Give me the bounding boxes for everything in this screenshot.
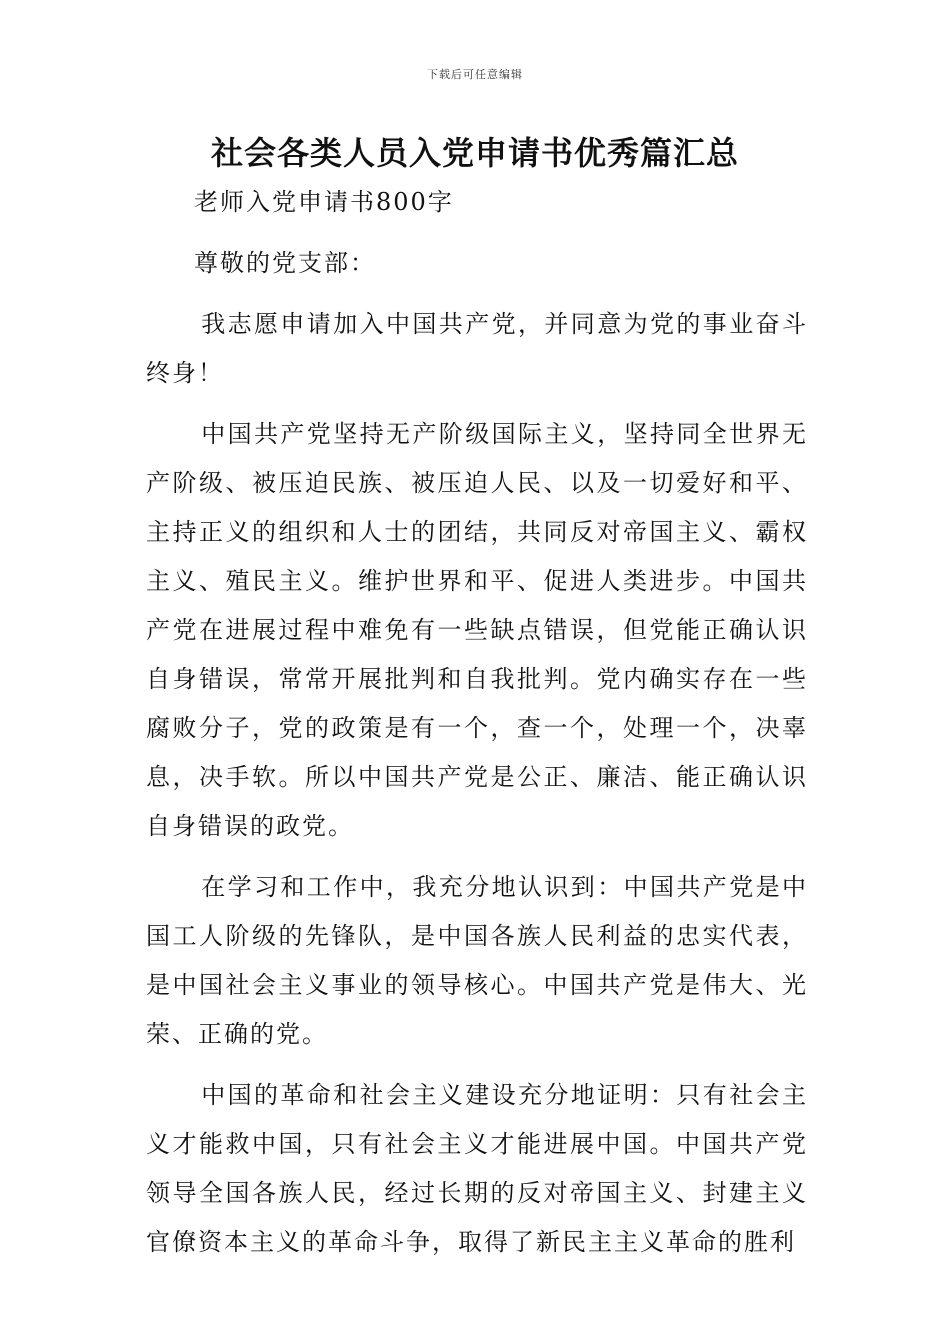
paragraph-1: 我志愿申请加入中国共产党，并同意为党的事业奋斗终身！ [146,310,808,387]
header-note: 下载后可任意编辑 [427,68,523,81]
page-title: 社会各类人员入党申请书优秀篇汇总 [210,134,739,172]
paragraph-3: 在学习和工作中，我充分地认识到：中国共产党是中国工人阶级的先锋队，是中国各族人民利益的忠实代表，是中国社会主义事业的领导核心。中国共产党是伟大、光荣、正确的党。 [146,873,808,1048]
paragraph-4: 中国的革命和社会主义建设充分地证明：只有社会主义才能救中国，只有社会主义才能进展中国。中国共产党领导全国各族人民，经过长期的反对帝国主义、封建主义官僚资本主义的革命斗争，取得了新民主主义革命的胜利 [146,1081,808,1256]
salutation: 尊敬的党支部： [194,249,376,277]
document-subtitle: 老师入党申请书800字 [194,188,454,216]
paragraph-2: 中国共产党坚持无产阶级国际主义，坚持同全世界无产阶级、被压迫民族、被压迫人民、以及一切爱好和平、主持正义的组织和人士的团结，共同反对帝国主义、霸权主义、殖民主义。维护世界和平、促进人类进步。中国共产党在进展过程中难免有一些缺点错误，但党能正确认识自身错误，常常开展批判和自我批判。党内确实存在一些腐败分子，党的政策是有一个，查一个，处理一个，决辜息，决手软。所以中国共产党是公正、廉洁、能正确认识自身错误的政党。 [146,420,808,840]
document-body [146,178,808,1267]
